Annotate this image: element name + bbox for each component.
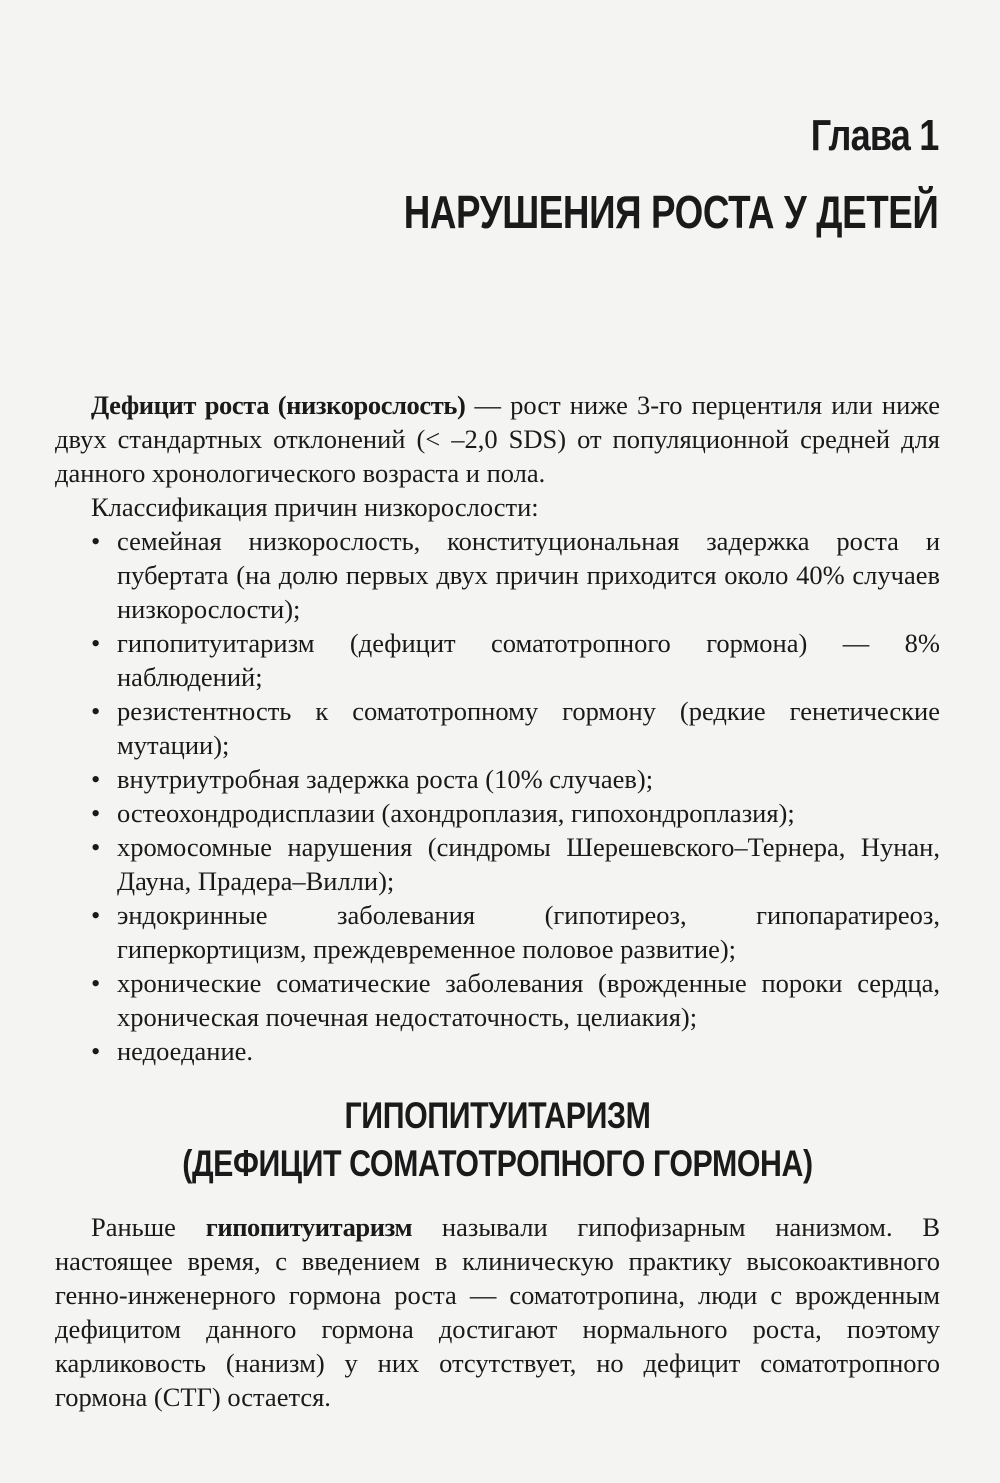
section-heading-line-2: (ДЕФИЦИТ СОМАТОТРОПНОГО ГОРМОНА) [182,1143,813,1184]
section-text-after: называли гипофизарным нанизмом. В настоящее время, с введением в клиническую практику высокоактивного генно-инженерного гормона роста — соматотропина, люди с врожденным дефицитом данного гормона достигают нормального роста, поэтому карликовость (нанизм) у них отсутствует, но дефицит соматотропного гормона (СТГ) остается. [55,1212,940,1412]
bullet-icon: • [91,696,101,726]
section-heading-line-1: ГИПОПИТУИТАРИЗМ [344,1095,651,1136]
section-text-before: Раньше [91,1212,206,1242]
section-term: гипопитуитаризм [205,1212,413,1242]
bullet-icon: • [91,798,101,828]
chapter-title: НАРУШЕНИЯ РОСТА У ДЕТЕЙ [403,186,938,238]
bullet-icon: • [91,832,101,862]
list-item-text: остеохондродисплазии (ахондроплазия, гипохондроплазия); [117,798,795,828]
list-item-text: хромосомные нарушения (синдромы Шерешевского–Тернера, Нунан, Дауна, Прадера–Вилли); [117,832,940,896]
bullet-icon: • [91,900,101,930]
chapter-header [270,108,938,240]
bullet-icon: • [91,764,101,794]
list-item [55,898,940,966]
section-paragraph [55,1210,940,1414]
list-item [55,694,940,762]
list-item [55,830,940,898]
bullet-icon: • [91,1036,101,1066]
list-item [55,762,940,796]
chapter-label: Глава 1 [810,111,938,160]
list-item [55,1034,940,1068]
definition-paragraph [55,388,940,490]
bullet-icon: • [91,968,101,998]
list-item [55,626,940,694]
definition-term: Дефицит роста (низкорослость) [91,390,466,420]
list-item-text: внутриутробная задержка роста (10% случаев); [117,764,654,794]
list-item [55,796,940,830]
section-heading [55,1092,940,1188]
list-item [55,966,940,1034]
list-item-text: недоедание. [117,1036,254,1066]
classification-lead: Классификация причин низкорослости: [91,492,539,522]
section-body [55,1210,940,1414]
bullet-icon: • [91,628,101,658]
definition-text: — рост ниже 3-го перцентиля или ниже двух стандартных отклонений (< –2,0 SDS) от популяционной средней для данного хронологического возраста и пола. [55,390,940,488]
intro-section [55,388,940,1068]
list-item-text: гипопитуитаризм (дефицит соматотропного гормона) — 8% наблюдений; [117,628,940,692]
list-item [55,524,940,626]
list-item-text: резистентность к соматотропному гормону (редкие генетические мутации); [117,696,940,760]
list-item-text: хронические соматические заболевания (врожденные пороки сердца, хроническая почечная недостаточность, целиакия); [117,968,940,1032]
list-item-text: эндокринные заболевания (гипотиреоз, гипопаратиреоз, гиперкортицизм, преждевременное половое развитие); [117,900,940,964]
list-item-text: семейная низкорослость, конституциональная задержка роста и пубертата (на долю первых двух причин приходится около 40% случаев низкорослости); [117,526,940,624]
bullet-icon: • [91,526,101,556]
causes-list [55,524,940,1068]
